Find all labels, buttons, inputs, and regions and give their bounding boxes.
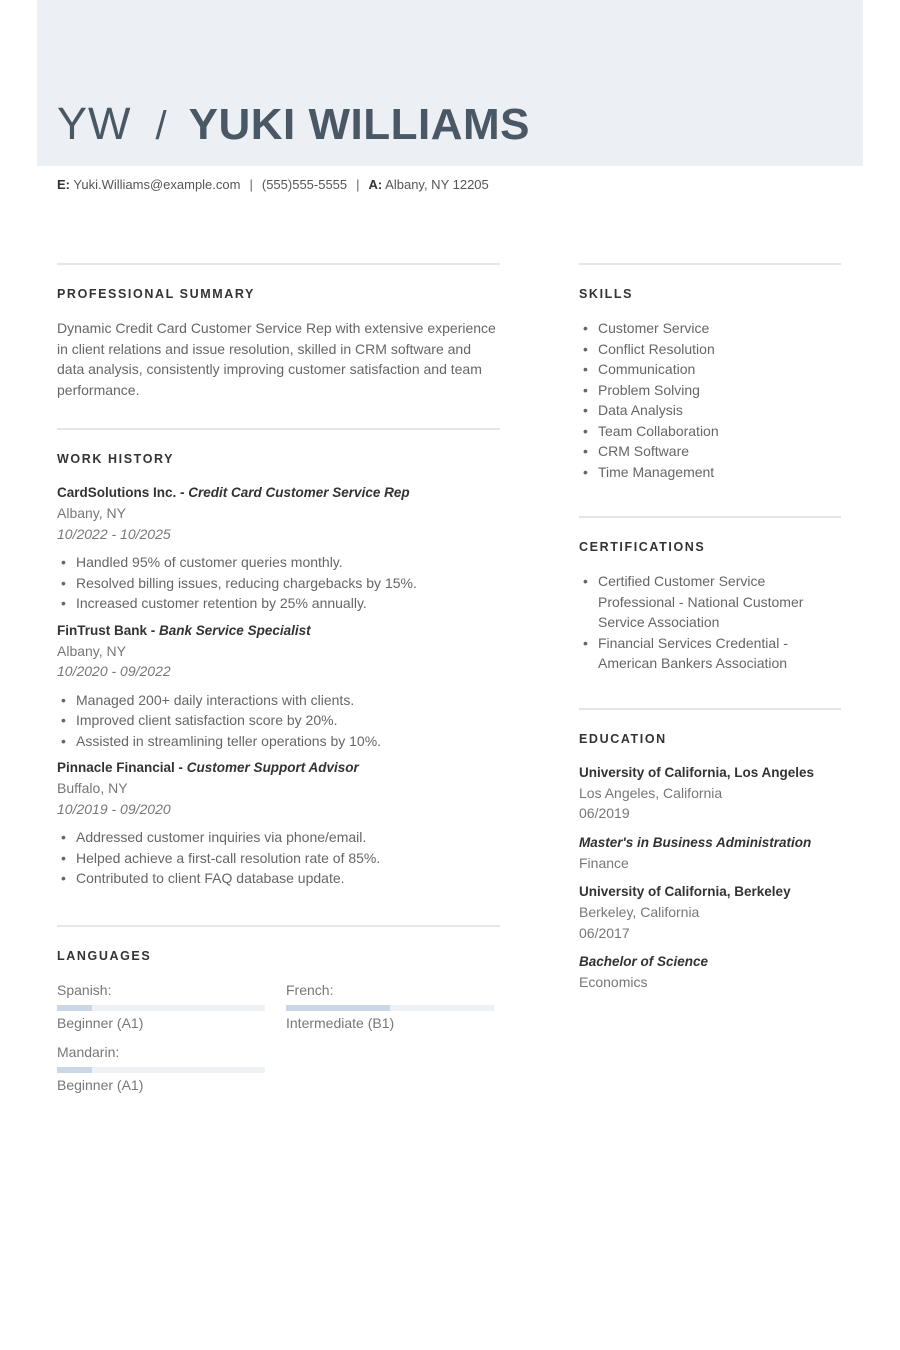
job-bullet: • Handled 95% of customer queries monthly. <box>57 552 500 573</box>
contact-separator: | <box>249 177 253 192</box>
job-role: Credit Card Customer Service Rep <box>188 485 410 500</box>
section-divider <box>57 925 500 927</box>
section-divider <box>57 428 500 430</box>
job-bullet: • Increased customer retention by 25% annually. <box>57 593 500 614</box>
job-bullet: • Addressed customer inquiries via phone/email. <box>57 827 500 848</box>
language-proficiency-bar <box>286 1005 494 1011</box>
job-company: CardSolutions Inc. <box>57 485 177 500</box>
language-item <box>57 1042 286 1095</box>
address-value: Albany, NY 12205 <box>385 177 489 192</box>
job-heading <box>57 758 500 778</box>
skill-item: • Communication <box>579 359 841 380</box>
skill-item: • Problem Solving <box>579 380 841 401</box>
language-name: Spanish: <box>57 981 112 998</box>
job-bullet: • Improved client satisfaction score by 20%. <box>57 710 500 731</box>
job-dates: 10/2020 - 09/2022 <box>57 663 171 679</box>
languages-title: LANGUAGES <box>57 948 152 963</box>
education-location: Los Angeles, California <box>579 784 723 801</box>
job-company: FinTrust Bank <box>57 622 148 638</box>
work-history-title: WORK HISTORY <box>57 452 175 466</box>
certification-item: • Financial Services Credential - American Bankers Association <box>579 633 841 674</box>
skill-item: • Data Analysis <box>579 400 841 421</box>
education-location: Berkeley, California <box>579 904 700 920</box>
education-title: EDUCATION <box>579 731 667 746</box>
skills-list <box>579 318 841 482</box>
education-degree: Bachelor of Science <box>579 954 709 969</box>
skill-item: • Team Collaboration <box>579 421 841 442</box>
skill-item: • Customer Service <box>579 318 841 339</box>
full-name: YUKI WILLIAMS <box>188 100 530 149</box>
job-dates: 10/2022 - 10/2025 <box>57 525 171 542</box>
language-proficiency-bar <box>57 1067 265 1073</box>
education-field: Economics <box>579 974 648 990</box>
job-entry <box>57 758 500 889</box>
education-school: University of California, Berkeley <box>579 884 791 899</box>
job-bullet: • Helped achieve a first-call resolution rate of 85%. <box>57 848 500 869</box>
job-location: Albany, NY <box>57 642 126 659</box>
certification-item: • Certified Customer Service Professional - National Customer Service Association <box>579 571 841 633</box>
language-proficiency-fill <box>286 1005 390 1011</box>
education-degree-block <box>579 952 841 993</box>
name-heading <box>57 98 530 150</box>
skill-item: • Time Management <box>579 462 841 483</box>
language-proficiency-bar <box>57 1005 265 1011</box>
job-dash: - <box>174 760 187 775</box>
job-entry <box>57 621 500 752</box>
contact-separator: | <box>356 177 360 192</box>
job-entry <box>57 483 500 614</box>
languages-grid <box>57 980 500 1104</box>
section-divider <box>579 263 841 265</box>
job-bullets <box>57 552 500 614</box>
language-name: French: <box>286 981 334 998</box>
job-role: Bank Service Specialist <box>159 622 311 638</box>
education-entry <box>579 882 841 943</box>
education-degree: Master's in Business Administration <box>579 834 812 850</box>
language-level: Beginner (A1) <box>57 1076 144 1093</box>
language-proficiency-fill <box>57 1005 92 1011</box>
phone-value: (555)555-5555 <box>261 177 348 192</box>
education-school: University of California, Los Angeles <box>579 764 815 780</box>
section-divider <box>579 516 841 518</box>
language-level: Beginner (A1) <box>57 1014 144 1031</box>
education-date: 06/2019 <box>579 805 630 821</box>
job-dash: - <box>176 485 189 500</box>
language-level: Intermediate (B1) <box>286 1014 395 1031</box>
job-company: Pinnacle Financial <box>57 760 175 775</box>
certifications-list <box>579 571 841 674</box>
skill-item: • CRM Software <box>579 441 841 462</box>
summary-title: PROFESSIONAL SUMMARY <box>57 287 255 301</box>
job-location: Albany, NY <box>57 505 126 521</box>
contact-line <box>57 177 489 192</box>
work-history-list <box>57 483 500 889</box>
address-label: A: <box>368 177 383 192</box>
job-bullet: • Contributed to client FAQ database update. <box>57 868 500 889</box>
email-value: Yuki.Williams@example.com <box>73 177 241 192</box>
summary-text: Dynamic Credit Card Customer Service Rep with extensive experience in client relations and issue resolution, skilled in CRM software and data analysis, consistently improving customer satisfaction and team performance. <box>57 320 496 398</box>
certifications-title: CERTIFICATIONS <box>579 540 706 554</box>
job-bullets <box>57 690 500 752</box>
education-degree-block <box>579 833 841 874</box>
job-heading <box>57 621 500 641</box>
education-date: 06/2017 <box>579 924 630 941</box>
section-divider <box>579 708 841 710</box>
job-role: Customer Support Advisor <box>186 760 359 775</box>
job-bullet: • Managed 200+ daily interactions with clients. <box>57 690 500 711</box>
language-proficiency-fill <box>57 1067 92 1073</box>
language-name: Mandarin: <box>57 1043 120 1060</box>
education-entry <box>579 763 841 824</box>
right-column <box>579 263 841 1002</box>
name-separator: / <box>155 104 167 148</box>
skill-item: • Conflict Resolution <box>579 339 841 360</box>
email-label: E: <box>57 177 70 192</box>
language-item <box>57 980 286 1033</box>
job-location: Buffalo, NY <box>57 780 128 796</box>
education-field: Finance <box>579 854 629 871</box>
job-dash: - <box>147 622 160 638</box>
skills-title: SKILLS <box>579 287 634 301</box>
job-heading <box>57 483 500 503</box>
job-bullet: • Resolved billing issues, reducing chargebacks by 15%. <box>57 573 500 594</box>
job-dates: 10/2019 - 09/2020 <box>57 800 171 817</box>
job-bullet: • Assisted in streamlining teller operations by 10%. <box>57 731 500 752</box>
language-item <box>286 980 494 1033</box>
left-column <box>57 263 500 1104</box>
job-bullets <box>57 827 500 889</box>
section-divider <box>57 263 500 265</box>
initials: YW <box>57 98 132 149</box>
